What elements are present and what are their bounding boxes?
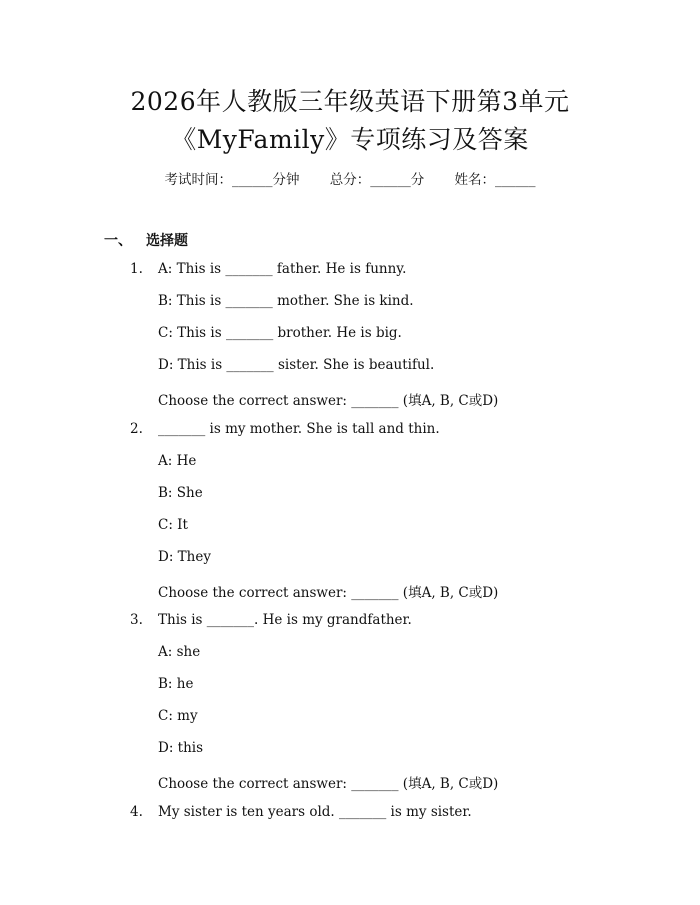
question-line: A: This is _______ father. He is funny. [158,261,407,277]
option-a: A: He [158,453,197,469]
name-field: 姓名：______ [454,172,536,188]
option-c: C: my [158,708,198,724]
question-stem: My sister is ten years old. _______ is my sister. [158,804,472,820]
exam-time-field: 考试时间：______分钟 [164,172,300,188]
option-c: C: It [158,517,188,533]
exam-meta [0,168,700,188]
document-title-line1: 2026年人教版三年级英语下册第3单元 [130,87,570,116]
section-title: 选择题 [146,233,188,249]
section-heading [104,230,188,250]
total-score-field: 总分：______分 [329,172,425,188]
question-line: D: This is _______ sister. She is beautiful. [158,357,435,373]
option-b: B: he [158,676,194,692]
question-line: C: This is _______ brother. He is big. [158,325,402,341]
option-d: D: They [158,549,211,565]
section-number: 一、 [104,233,132,249]
option-a: A: she [158,644,201,660]
question-number: 1. [130,261,143,277]
answer-prompt: Choose the correct answer: _______ (填A, B, C或D) [158,393,499,409]
question-number: 3. [130,612,143,628]
option-d: D: this [158,740,204,756]
document-title-line2: 《MyFamily》专项练习及答案 [171,125,529,154]
question-line: B: This is _______ mother. She is kind. [158,293,414,309]
question-stem: _______ is my mother. She is tall and thin. [158,421,440,437]
question-number: 2. [130,421,143,437]
option-b: B: She [158,485,203,501]
answer-prompt: Choose the correct answer: _______ (填A, B, C或D) [158,776,499,792]
question-stem: This is _______. He is my grandfather. [158,612,412,628]
question-number: 4. [130,804,143,820]
answer-prompt: Choose the correct answer: _______ (填A, B, C或D) [158,585,499,601]
